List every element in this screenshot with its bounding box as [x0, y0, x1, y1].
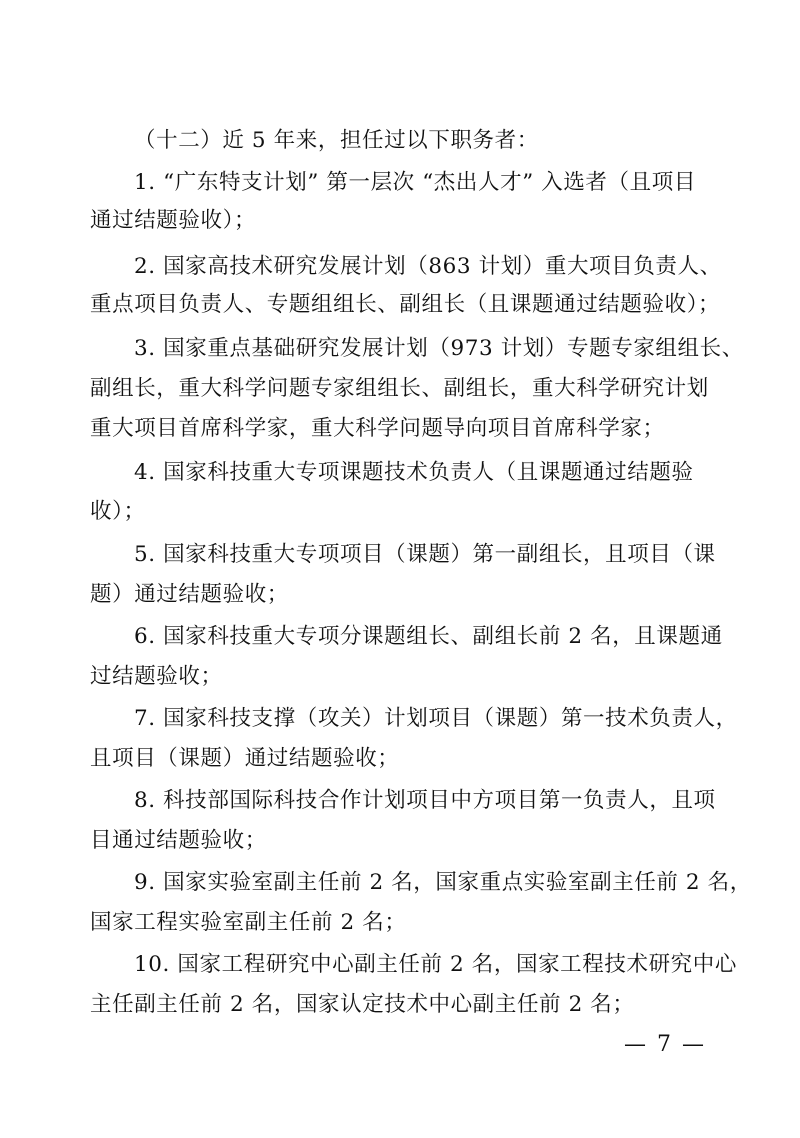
- list-item-5-line-1: 5. 国家科技重大专项项目（课题）第一副组长，且项目（课: [134, 542, 716, 567]
- list-item-10-line-1: 10. 国家工程研究中心副主任前 2 名，国家工程技术研究中心: [134, 952, 737, 977]
- list-item-1-line-2: 通过结题验收）；: [90, 208, 257, 233]
- list-item-2-line-1: 2. 国家高技术研究发展计划（863 计划）重大项目负责人、: [134, 254, 722, 279]
- list-item-9-line-2: 国家工程实验室副主任前 2 名；: [90, 910, 407, 935]
- list-item-6-line-1: 6. 国家科技重大专项分课题组长、副组长前 2 名，且课题通: [134, 624, 723, 649]
- list-item-3-line-1: 3. 国家重点基础研究发展计划（973 计划）专题专家组组长、: [134, 336, 744, 361]
- list-item-7-line-2: 且项目（课题）通过结题验收；: [90, 746, 400, 771]
- list-item-8-line-2: 目通过结题验收；: [90, 828, 267, 853]
- section-heading: （十二）近 5 年来，担任过以下职务者：: [134, 128, 539, 153]
- list-item-3-line-3: 重大项目首席科学家，重大科学问题导向项目首席科学家；: [90, 416, 665, 441]
- list-item-2-line-2: 重点项目负责人、专题组组长、副组长（且课题通过结题验收）；: [90, 292, 721, 317]
- list-item-5-line-2: 题）通过结题验收；: [90, 582, 289, 607]
- list-item-9-line-1: 9. 国家实验室副主任前 2 名，国家重点实验室副主任前 2 名，: [134, 870, 752, 895]
- list-item-1-line-1: 1. “广东特支计划” 第一层次 “杰出人才” 入选者（且项目: [134, 170, 696, 195]
- list-item-8-line-1: 8. 科技部国际科技合作计划项目中方项目第一负责人，且项: [134, 788, 716, 813]
- list-item-4-line-1: 4. 国家科技重大专项课题技术负责人（且课题通过结题验: [134, 460, 694, 485]
- list-item-10-line-2: 主任副主任前 2 名，国家认定技术中心副主任前 2 名；: [90, 992, 635, 1017]
- list-item-3-line-2: 副组长，重大科学问题专家组组长、副组长，重大科学研究计划: [90, 376, 709, 401]
- page-number: — 7 —: [624, 1032, 706, 1057]
- list-item-7-line-1: 7. 国家科技支撑（攻关）计划项目（课题）第一技术负责人，: [134, 706, 738, 731]
- list-item-6-line-2: 过结题验收；: [90, 664, 223, 689]
- list-item-4-line-2: 收）；: [90, 499, 146, 524]
